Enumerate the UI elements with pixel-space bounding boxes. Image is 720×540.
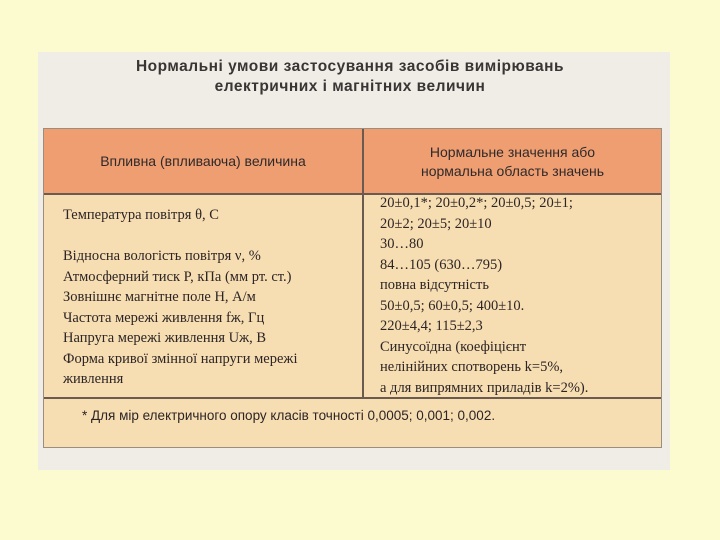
column-divider — [362, 129, 364, 397]
quantity-row: живлення — [63, 371, 124, 387]
footnote: * Для мір електричного опору класів точності 0,0005; 0,001; 0,002. — [82, 408, 496, 423]
value-row: повна відсутність — [380, 277, 489, 293]
quantity-row: Атмосферний тиск P, кПа (мм рт. ст.) — [63, 268, 292, 285]
value-row: а для випрямних приладів k=2%). — [380, 379, 589, 396]
value-row: 30…80 — [380, 236, 424, 252]
page-title — [100, 57, 600, 97]
header-normal-value — [364, 143, 661, 181]
value-row: нелінійних спотворень k=5%, — [380, 359, 564, 375]
quantities-column — [63, 205, 359, 390]
quantity-row: Напруга мережі живлення Uж, В — [63, 330, 267, 346]
conditions-table — [43, 128, 662, 448]
value-row: 84…105 (630…795) — [380, 256, 503, 273]
quantity-row: Відносна вологість повітря ν, % — [63, 248, 261, 264]
value-row: 20±2; 20±5; 20±10 — [380, 215, 492, 232]
quantity-row — [63, 226, 359, 247]
values-column — [380, 193, 658, 398]
header-normal-value-line-2: нормальна область значень — [420, 163, 605, 179]
quantity-row: Частота мережі живлення fж, Гц — [63, 309, 265, 326]
value-row: 220±4,4; 115±2,3 — [380, 318, 483, 334]
value-row: 50±0,5; 60±0,5; 400±10. — [380, 297, 525, 314]
title-line-2: електричних і магнітних величин — [214, 78, 486, 95]
header-normal-value-line-1: Нормальне значення або — [429, 144, 596, 160]
quantity-row: Температура повітря θ, С — [63, 207, 219, 223]
quantity-row: Форма кривої змінної напруги мережі — [63, 350, 298, 367]
header-influencing-quantity: Впливна (впливаюча) величина — [100, 153, 306, 169]
title-line-1: Нормальні умови застосування засобів вимірювань — [135, 58, 565, 75]
value-row: Синусоїдна (коефіцієнт — [380, 338, 527, 355]
value-row: 20±0,1*; 20±0,2*; 20±0,5; 20±1; — [380, 195, 573, 211]
quantity-row: Зовнішнє магнітне поле H, А/м — [63, 289, 256, 305]
